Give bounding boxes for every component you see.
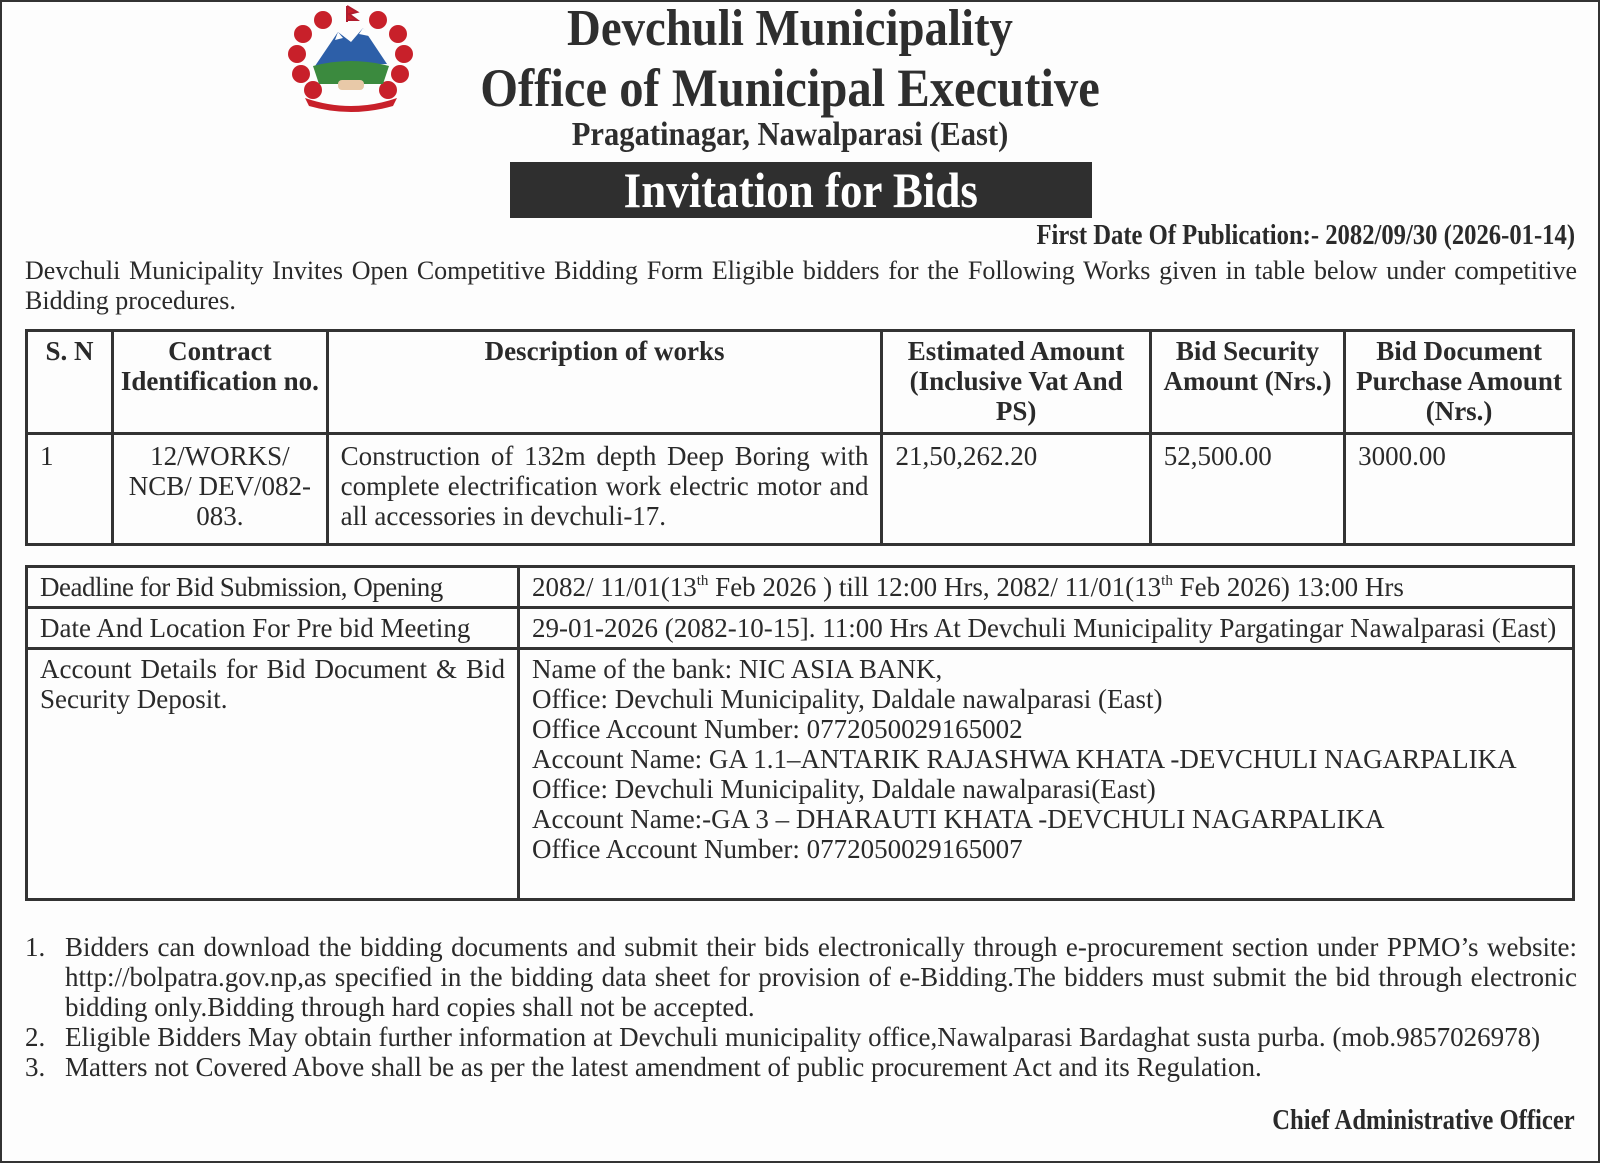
- col-description: Description of works: [327, 331, 882, 434]
- account-line: Office: Devchuli Municipality, Daldale nawalparasi (East): [532, 684, 1163, 714]
- nepal-emblem-icon: [283, 4, 418, 114]
- account-line: Office Account Number: 0772050029165002: [532, 714, 1023, 744]
- cell-bid-document: 3000.00: [1345, 434, 1574, 545]
- deadline-part-a: 2082/ 11/01(13: [532, 572, 697, 602]
- prebid-row: [27, 608, 1574, 649]
- note-text: Bidders can download the bidding documents and submit their bids electronically through e-procurement section under PPMO’s website: http://bolpatra.gov.np,as specified in the bidding data sheet for provision of e-Bidding.The bidders must submit the bid through electronic bidding only.Bidding through hard copies shall not be accepted.: [65, 932, 1577, 1022]
- intro-paragraph: Devchuli Municipality Invites Open Competitive Bidding Form Eligible bidders for the Following Works given in table below under competitive Bidding procedures.: [25, 256, 1577, 315]
- signature: Chief Administrative Officer: [1272, 1105, 1575, 1136]
- account-line: Name of the bank: NIC ASIA BANK,: [532, 654, 943, 684]
- cell-description: Construction of 132m depth Deep Boring with complete electrification work electric motor and all accessories in devchuli-17.: [327, 434, 882, 545]
- table-row: [27, 434, 1574, 545]
- notes-list: [25, 932, 1577, 1082]
- account-label: Account Details for Bid Document & Bid Security Deposit.: [27, 649, 519, 900]
- deadline-part-c: Feb 2026) 13:00 Hrs: [1172, 572, 1404, 602]
- account-line: Office: Devchuli Municipality, Daldale nawalparasi(East): [532, 774, 1156, 804]
- account-line: Office Account Number: 0772050029165007: [532, 834, 1023, 864]
- note-item: [25, 1052, 1577, 1082]
- works-table-header: [27, 331, 1574, 434]
- note-text: Matters not Covered Above shall be as per the latest amendment of public procurement Act and its Regulation.: [65, 1052, 1262, 1082]
- note-number: 3.: [25, 1052, 46, 1082]
- col-bid-document: Bid Document Purchase Amount (Nrs.): [1345, 331, 1574, 434]
- notice-title-text: Invitation for Bids: [623, 162, 979, 218]
- deadline-part-b: Feb 2026 ) till 12:00 Hrs, 2082/ 11/01(13: [708, 572, 1162, 602]
- note-text: Eligible Bidders May obtain further information at Devchuli municipality office,Nawalparasi Bardaghat susta purba. (mob.9857026978): [65, 1022, 1541, 1052]
- cell-contract-id: 12/WORKS/ NCB/ DEV/082-083.: [113, 434, 328, 545]
- account-row: [27, 649, 1574, 900]
- account-line: Account Name: GA 1.1–ANTARIK RAJASHWA KHATA -DEVCHULI NAGARPALIKA: [532, 744, 1517, 774]
- info-table: [25, 565, 1575, 901]
- office-name: Office of Municipal Executive: [480, 58, 1100, 118]
- prebid-label: Date And Location For Pre bid Meeting: [27, 608, 519, 649]
- account-line: Account Name:-GA 3 – DHARAUTI KHATA -DEVCHULI NAGARPALIKA: [532, 804, 1385, 834]
- note-number: 2.: [25, 1022, 46, 1052]
- deadline-row: [27, 567, 1574, 608]
- office-address: Pragatinagar, Nawalparasi (East): [571, 116, 1009, 153]
- col-bid-security: Bid Security Amount (Nrs.): [1150, 331, 1344, 434]
- publication-date: First Date Of Publication:- 2082/09/30 (2026-01-14): [1036, 220, 1575, 251]
- prebid-value: 29-01-2026 (2082-10-15]. 11:00 Hrs At Devchuli Municipality Pargatingar Nawalparasi (East): [519, 608, 1574, 649]
- deadline-label: Deadline for Bid Submission, Opening: [27, 567, 519, 608]
- note-item: [25, 1022, 1577, 1052]
- works-table: [25, 329, 1575, 546]
- municipality-name: Devchuli Municipality: [567, 0, 1013, 57]
- ordinal-suffix: th: [1161, 573, 1173, 589]
- col-sn: S. N: [27, 331, 113, 434]
- col-estimated-amount: Estimated Amount (Inclusive Vat And PS): [882, 331, 1150, 434]
- ordinal-suffix: th: [696, 573, 709, 589]
- cell-estimated-amount: 21,50,262.20: [882, 434, 1150, 545]
- deadline-value: [519, 567, 1574, 608]
- notice-title: [510, 162, 1092, 218]
- cell-bid-security: 52,500.00: [1150, 434, 1344, 545]
- cell-sn: 1: [27, 434, 113, 545]
- note-number: 1.: [25, 932, 46, 962]
- account-value: [519, 649, 1574, 900]
- note-item: [25, 932, 1577, 1022]
- col-contract-id: Contract Identification no.: [113, 331, 328, 434]
